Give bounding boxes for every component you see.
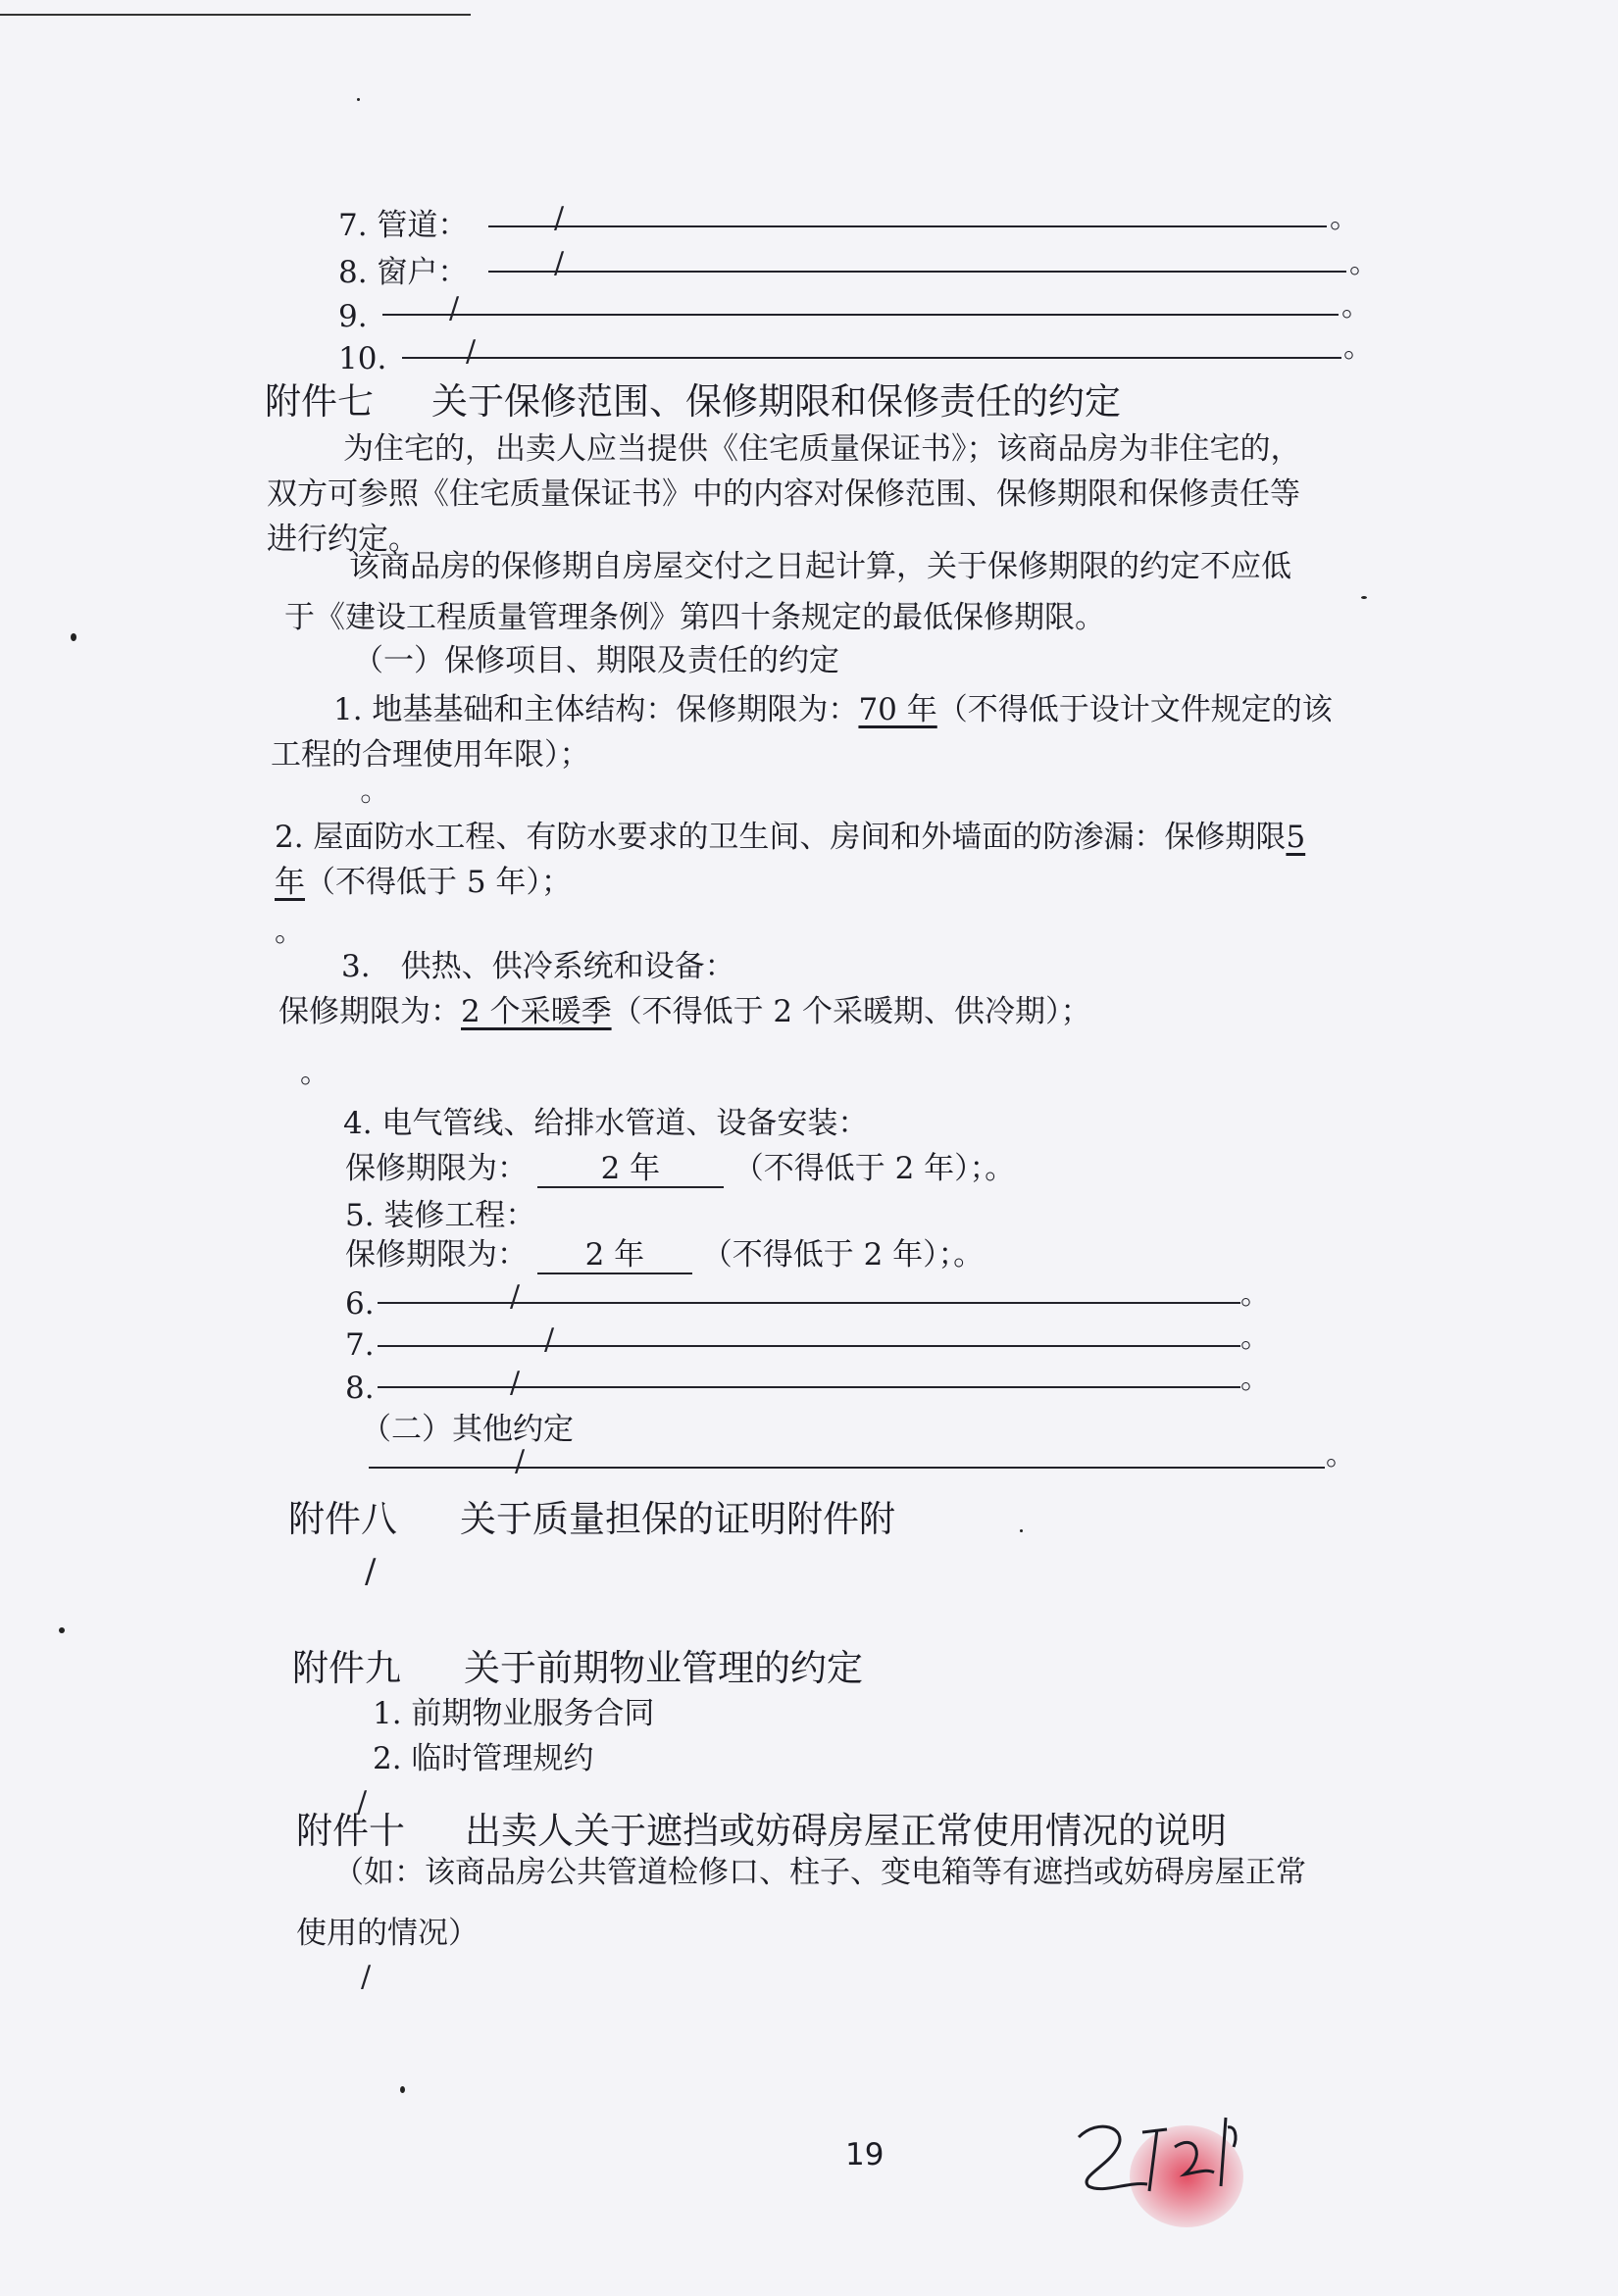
- annex7-item8-dot: 。: [1240, 1362, 1270, 1396]
- item5-prefix: 保修期限为：: [345, 1237, 528, 1273]
- item-8-fill-line: [488, 269, 1346, 273]
- annex7-item6-fill-line: [378, 1300, 1240, 1304]
- annex8-number: 附件八: [288, 1498, 397, 1540]
- annex8-value: /: [365, 1552, 377, 1591]
- annex7-number: 附件七: [265, 380, 374, 423]
- item2-value-unit: 年: [275, 865, 305, 900]
- annex7-title: 关于保修范围、保修期限和保修责任的约定: [431, 380, 1121, 423]
- annex10-value: /: [361, 1960, 372, 1994]
- annex7-item5: [345, 1237, 984, 1274]
- item-8-value: /: [554, 246, 565, 280]
- annex7-para1-line3: 进行约定。: [267, 522, 419, 557]
- annex9-item2: 2. 临时管理规约: [373, 1741, 594, 1776]
- annex7-item3: [278, 994, 1091, 1029]
- item-7-value: /: [554, 201, 565, 235]
- annex7-item8-label: 8.: [345, 1371, 375, 1406]
- annex7-item4: [345, 1151, 1015, 1188]
- annex7-item6-value: /: [510, 1279, 521, 1314]
- annex10-title: 出卖人关于遮挡或妨碍房屋正常使用情况的说明: [465, 1810, 1227, 1852]
- annex7-heading: [265, 380, 1121, 424]
- annex10-number: 附件十: [296, 1810, 405, 1852]
- annex7-para2-line1: 该商品房的保修期自房屋交付之日起计算，关于保修期限的约定不应低: [349, 549, 1291, 584]
- annex7-section1: （一）保修项目、期限及责任的约定: [353, 643, 839, 678]
- item2-suffix: （不得低于 5 年）；: [305, 865, 572, 900]
- red-fingerprint-seal: [1130, 2125, 1243, 2227]
- item-10-dot: 。: [1343, 330, 1373, 365]
- annex7-para1-line1: 为住宅的，出卖人应当提供《住宅质量保证书》；该商品房为非住宅的，: [343, 431, 1301, 467]
- item5-value: 2 年: [537, 1237, 692, 1274]
- item3-prefix: 保修期限为：: [278, 994, 461, 1029]
- top-rule: [0, 14, 471, 16]
- item3-suffix: （不得低于 2 个采暖期、供冷期）；: [611, 994, 1091, 1029]
- annex7-item7-value: /: [544, 1323, 555, 1357]
- item4-suffix: （不得低于 2 年）；。: [733, 1151, 1016, 1186]
- item4-value: 2 年: [537, 1151, 724, 1188]
- item2-end-dot: 。: [275, 915, 304, 949]
- annex7-item2-line2: [275, 865, 572, 900]
- annex10-heading: [296, 1810, 1227, 1853]
- item-10-value: /: [466, 334, 477, 369]
- annex9-value: /: [357, 1785, 368, 1820]
- annex7-item7-fill-line: [378, 1343, 1240, 1347]
- annex7-item6-dot: 。: [1240, 1277, 1270, 1312]
- annex7-item2: [275, 820, 1305, 855]
- item-7-fill-line: [488, 224, 1327, 227]
- annex9-number: 附件九: [292, 1647, 401, 1689]
- annex9-title: 关于前期物业管理的约定: [464, 1647, 863, 1689]
- annex7-item4-title: 4. 电气管线、给排水管道、设备安装：: [343, 1106, 869, 1141]
- annex7-item8-fill-line: [378, 1384, 1240, 1388]
- annex7-item7-label: 7.: [345, 1327, 375, 1363]
- seal-signature-image: [1059, 2078, 1265, 2245]
- annex8-heading: [288, 1498, 895, 1541]
- annex9-heading: [292, 1647, 863, 1690]
- annex10-note-line2: 使用的情况）: [296, 1916, 479, 1951]
- annex7-section2-fill-line: [369, 1465, 1325, 1469]
- scan-speck: [1020, 1529, 1023, 1532]
- annex7-item5-title: 5. 装修工程：: [345, 1198, 536, 1233]
- annex7-para2-line2: 于《建设工程质量管理条例》第四十条规定的最低保修期限。: [284, 600, 1105, 635]
- annex7-item6-label: 6.: [345, 1286, 375, 1322]
- page-number: 19: [845, 2137, 885, 2172]
- annex8-title: 关于质量担保的证明附件附: [460, 1498, 895, 1540]
- scan-speck: [357, 98, 360, 101]
- item1-suffix: （不得低于设计文件规定的该: [936, 692, 1333, 727]
- item4-prefix: 保修期限为：: [345, 1151, 528, 1186]
- item5-suffix: （不得低于 2 年）；。: [701, 1237, 985, 1273]
- item-7-label: 7. 管道：: [338, 208, 469, 243]
- item-8-label: 8. 窗户：: [338, 255, 469, 290]
- scan-speck: [59, 1627, 65, 1633]
- item-10-label: 10.: [338, 341, 387, 376]
- annex7-section2-value: /: [515, 1444, 526, 1478]
- annex7-section2: （二）其他约定: [361, 1412, 574, 1447]
- item1-value: 70 年: [858, 692, 937, 727]
- annex9-item1: 1. 前期物业服务合同: [373, 1696, 655, 1731]
- item-9-value: /: [449, 291, 460, 325]
- item-8-dot: 。: [1349, 246, 1379, 280]
- scan-speck: [400, 2086, 405, 2093]
- item-9-dot: 。: [1341, 289, 1371, 324]
- annex7-item1: [333, 692, 1333, 727]
- annex10-note-line1: （如：该商品房公共管道检修口、柱子、变电箱等有遮挡或妨碍房屋正常: [333, 1855, 1306, 1890]
- item2-prefix: 2. 屋面防水工程、有防水要求的卫生间、房间和外墙面的防渗漏：保修期限: [275, 820, 1287, 855]
- item3-end-dot: 。: [300, 1056, 329, 1090]
- item-7-dot: 。: [1330, 201, 1359, 235]
- annex7-item8-value: /: [510, 1366, 521, 1400]
- annex7-item3-title: 3. 供热、供冷系统和设备：: [341, 949, 735, 984]
- annex7-item1-line2: 工程的合理使用年限）；: [271, 737, 590, 773]
- item-10-fill-line: [402, 355, 1341, 359]
- scan-speck: [1361, 596, 1367, 599]
- item2-value: 5: [1286, 820, 1306, 855]
- item3-value: 2 个采暖季: [461, 994, 612, 1029]
- annex7-section2-dot: 。: [1326, 1438, 1355, 1472]
- item-9-fill-line: [382, 312, 1339, 316]
- item-9-label: 9.: [338, 299, 368, 334]
- scan-speck: [71, 633, 76, 641]
- annex7-para1-line2: 双方可参照《住宅质量保证书》中的内容对保修范围、保修期限和保修责任等: [267, 476, 1300, 512]
- annex7-item7-dot: 。: [1240, 1321, 1270, 1355]
- item1-prefix: 1. 地基基础和主体结构：保修期限为：: [333, 692, 859, 727]
- stray-dot: ◦: [357, 783, 375, 818]
